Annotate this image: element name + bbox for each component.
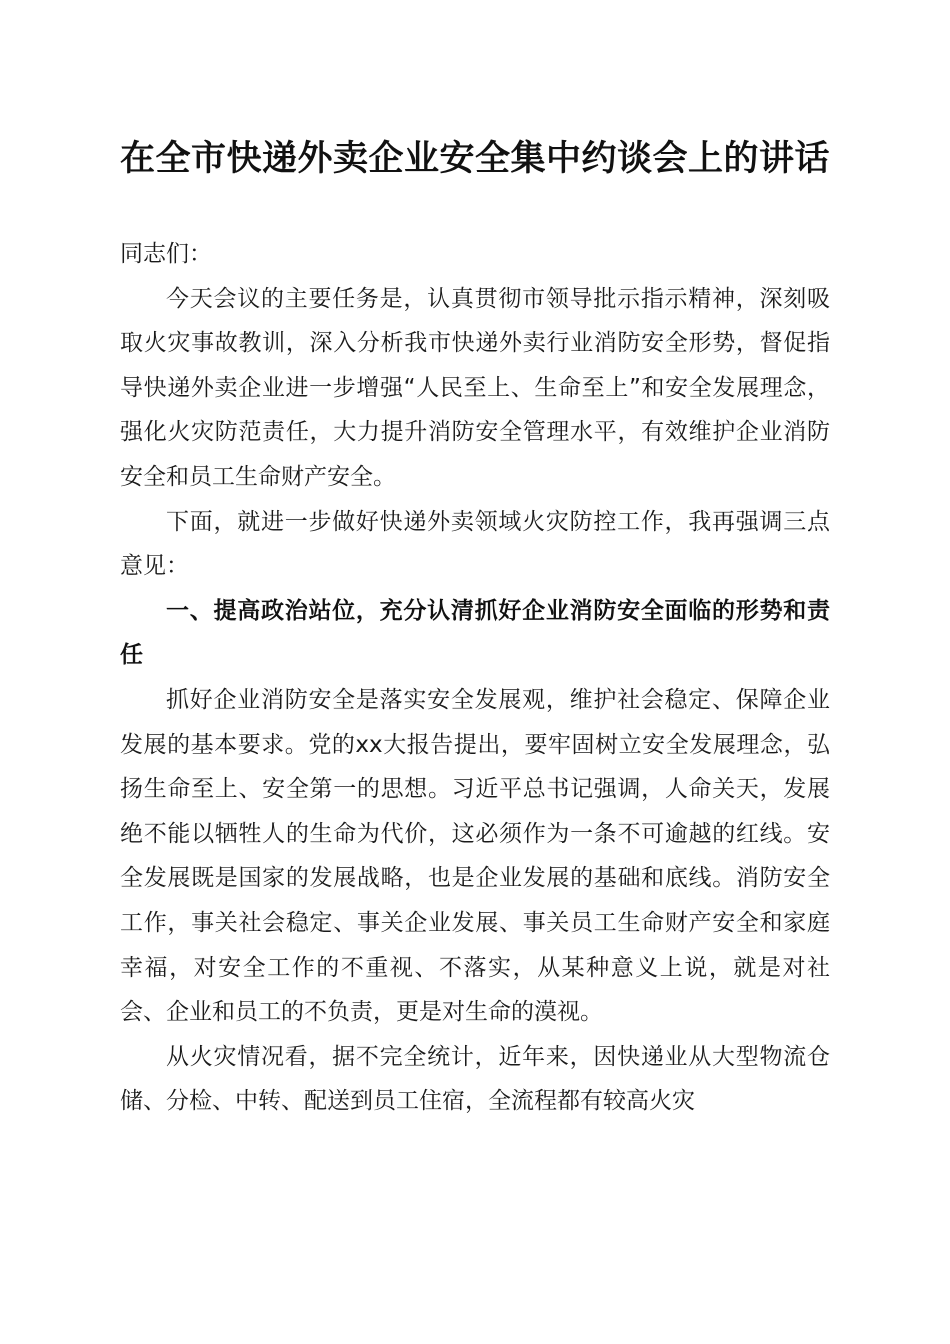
salutation: 同志们： — [120, 241, 212, 267]
document-title: 在全市快递外卖企业安全集中约谈会上的讲话 — [119, 138, 830, 179]
paragraph-intro: 今天会议的主要任务是，认真贯彻市领导批示指示精神，深刻吸取火灾事故教训，深入分析我市快递外卖行业消防安全形势，督促指导快递外卖企业进一步增强“人民至上、生命至上”和安全发展理念，强化火灾防范责任，大力提升消防安全管理水平，有效维护企业消防安全和员工生命财产安全。 — [120, 285, 830, 490]
section-heading: 一、提高政治站位，充分认清抓好企业消防安全面临的形势和责任 — [120, 597, 830, 669]
paragraph-section-1: 抓好企业消防安全是落实安全发展观，维护社会稳定、保障企业发展的基本要求。党的xx大报告提出，要牢固树立安全发展理念，弘扬生命至上、安全第一的思想。习近平总书记强调，人命关天，发展绝不能以牺牲人的生命为代价，这必须作为一条不可逾越的红线。安全发展既是国家的发展战略，也是企业发展的基础和底线。消防安全工作，事关社会稳定、事关企业发展、事关员工生命财产安全和家庭幸福，对安全工作的不重视、不落实，从某种意义上说，就是对社会、企业和员工的不负责，更是对生命的漠视。 — [120, 686, 830, 1026]
paragraph-section-2: 从火灾情况看，据不完全统计，近年来，因快递业从大型物流仓储、分检、中转、配送到员工住宿，全流程都有较高火灾 — [120, 1043, 830, 1115]
paragraph-points: 下面，就进一步做好快递外卖领域火灾防控工作，我再强调三点意见： — [120, 508, 830, 580]
document-body — [120, 232, 830, 1124]
